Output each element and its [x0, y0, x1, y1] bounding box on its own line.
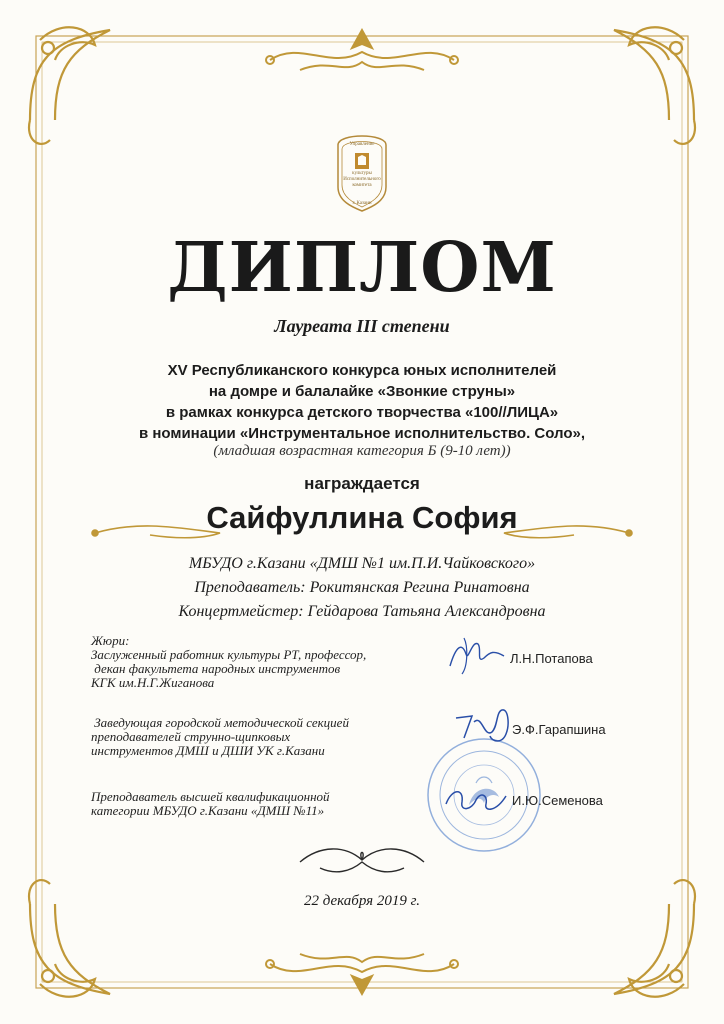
jury-member-3-position	[91, 790, 330, 818]
age-category: (младшая возрастная категория Б (9-10 лет))	[213, 443, 511, 459]
laureate-name: Сайфуллина София	[206, 500, 518, 535]
jury-member-2-name: Э.Ф.Гарапшина	[512, 722, 606, 737]
logo-line: культуры	[352, 171, 372, 176]
signature-3	[442, 782, 512, 818]
school-line: МБУДО г.Казани «ДМШ №1 им.П.И.Чайковского»	[188, 555, 536, 572]
jury-member-1-name: Л.Н.Потапова	[510, 651, 593, 666]
contest-description	[0, 360, 724, 444]
jury-member-3-name: И.Ю.Семенова	[512, 793, 603, 808]
logo-emblem	[328, 125, 396, 215]
position-line: Заведующая городской методической секцией	[91, 715, 349, 730]
position-line: категории МБУДО г.Казани «ДМШ №11»	[91, 803, 325, 818]
contest-line: в рамках конкурса детского творчества «100//ЛИЦА»	[165, 404, 559, 421]
accompanist-line: Концертмейстер: Гейдарова Татьяна Александровна	[178, 603, 546, 620]
position-line: Преподаватель высшей квалификационной	[91, 789, 330, 804]
position-line: КГК им.Н.Г.Жиганова	[91, 675, 215, 690]
contest-line: XV Республиканского конкурса юных исполнителей	[167, 362, 557, 379]
jury-member-1-position	[91, 648, 366, 690]
jury-member-2-position	[91, 716, 349, 758]
position-line: Заслуженный работник культуры РТ, профессор,	[91, 647, 367, 662]
awarded-label: награждается	[304, 474, 420, 493]
logo-line: Управление	[349, 142, 375, 147]
diploma-title: ДИПЛОМ	[167, 228, 557, 308]
contest-line: в номинации «Инструментальное исполнительство. Соло»,	[138, 425, 586, 442]
position-line: декан факультета народных инструментов	[91, 661, 341, 676]
laureate-info	[0, 552, 724, 624]
corner-ornament-top-left	[29, 27, 110, 144]
logo-line: Исполнительного	[343, 177, 381, 182]
logo-line: комитета	[352, 183, 372, 188]
corner-ornament-top-right	[614, 27, 695, 144]
contest-line: на домре и балалайке «Звонкие струны»	[208, 383, 516, 400]
diploma-subtitle: Лауреата III степени	[274, 316, 450, 336]
award-date: 22 декабря 2019 г.	[303, 893, 421, 909]
teacher-line: Преподаватель: Рокитянская Регина Ринатовна	[194, 579, 530, 596]
logo-line: г. Казани	[352, 201, 372, 206]
position-line: преподавателей струнно-щипковых	[91, 729, 291, 744]
signature-1	[446, 636, 510, 676]
position-line: инструментов ДМШ и ДШИ УК г.Казани	[91, 743, 325, 758]
date-flourish	[300, 849, 424, 872]
jury-label: Жюри:	[91, 633, 130, 648]
